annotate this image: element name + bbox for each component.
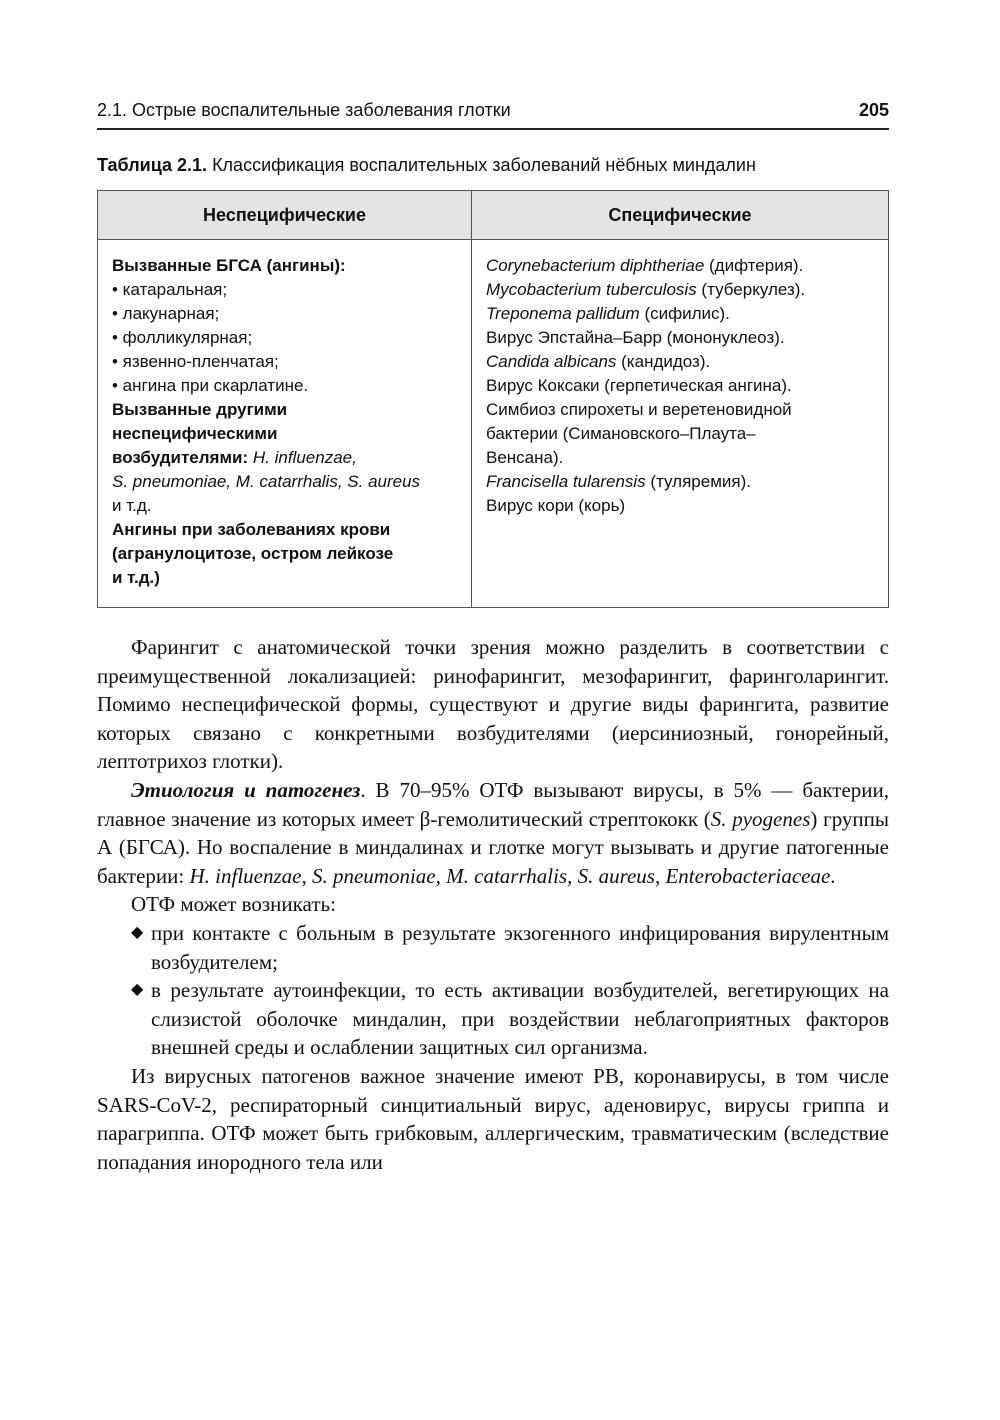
spec-pathogen: Treponema pallidum — [486, 304, 640, 323]
spec-line: Вирус кори (корь) — [486, 496, 626, 515]
spec-line: Вирус Коксаки (герпетическая ангина). — [486, 376, 792, 395]
spec-line: Симбиоз спирохеты и веретеновидной — [486, 400, 792, 419]
header-specific: Специфические — [472, 191, 889, 240]
spec-disease: (кандидоз). — [616, 352, 711, 371]
body-text — [97, 633, 889, 1176]
spec-line: Венсана). — [486, 448, 564, 467]
etiology-spyogenes: S. pyogenes — [710, 806, 811, 831]
nonspec-line: и т.д. — [112, 496, 152, 515]
spec-line — [486, 302, 876, 326]
cell-specific — [472, 240, 889, 608]
spec-line: бактерии (Симановского–Плаута– — [486, 424, 756, 443]
otf-causes-list — [97, 919, 889, 1062]
nonspec-line — [112, 446, 459, 470]
cell-nonspecific — [98, 240, 472, 608]
classification-table — [97, 190, 889, 608]
nonspec-line: Вызванные БГСА (ангины): — [112, 256, 346, 275]
spec-line: Вирус Эпстайна–Барр (мононуклеоз). — [486, 328, 785, 347]
spec-line — [486, 254, 876, 278]
spec-pathogen: Francisella tularensis — [486, 472, 646, 491]
spec-disease: (туберкулез). — [696, 280, 806, 299]
nonspec-bold: возбудителями: — [112, 448, 249, 467]
spec-disease: (дифтерия). — [704, 256, 804, 275]
list-item — [97, 976, 889, 1062]
nonspec-line: S. pneumoniae, M. catarrhalis, S. aureus — [112, 472, 421, 491]
nonspec-line: • фолликулярная; — [112, 328, 253, 347]
paragraph-etiology — [97, 776, 889, 890]
spec-pathogen: Mycobacterium tuberculosis — [486, 280, 697, 299]
nonspec-line: • язвенно-пленчатая; — [112, 352, 279, 371]
table-caption — [97, 155, 897, 176]
spec-pathogen: Candida albicans — [486, 352, 617, 371]
nonspec-line: Ангины при заболеваниях крови — [112, 520, 391, 539]
nonspec-line: Вызванные другими — [112, 400, 288, 419]
etiology-heading: Этиология и патогенез — [131, 777, 361, 802]
etiology-text-b: ) группы А (БГСА). Но воспаление в миндалинах и глотке могут вызывать и другие патогенные бактерии: — [97, 806, 890, 888]
diamond-bullet-icon: ◆ — [131, 981, 144, 999]
list-item — [97, 919, 889, 976]
nonspec-line: • лакунарная; — [112, 304, 220, 323]
header-nonspecific: Неспецифические — [98, 191, 472, 240]
paragraph-pharyngitis: Фарингит с анатомической точки зрения можно разделить в соответствии с преимущественной локализацией: ринофарингит, мезофарингит, фаринголарингит. Помимо неспецифической формы, существуют и другие виды фарингита, развитие которых связано с конкретными возбудителями (иерсиниозный, гонорейный, лептотрихоз глотки). — [97, 635, 889, 774]
spec-line — [486, 470, 876, 494]
spec-pathogen: Corynebacterium diphtheriae — [486, 256, 705, 275]
etiology-text-a: . В 70–95% ОТФ вызывают вирусы, в 5% — бактерии, главное значение из которых имеет β-гемолитический стрептококк ( — [97, 777, 889, 831]
running-head — [97, 100, 889, 130]
list-item-text: при контакте с больным в результате экзогенного инфицирования вирулентным возбудителем; — [151, 920, 889, 974]
nonspec-line: (агранулоцитозе, остром лейкозе — [112, 544, 394, 563]
nonspec-line: и т.д.) — [112, 568, 160, 587]
spec-disease: (сифилис). — [639, 304, 730, 323]
nonspec-line: неспецифическими — [112, 424, 278, 443]
paragraph-viral: Из вирусных патогенов важное значение имеют РВ, коронавирусы, в том числе SARS-CoV-2, респираторный синцитиальный вирус, аденовирус, вирусы гриппа и парагриппа. ОТФ может быть грибковым, аллергическим, травматическим (вследствие попадания инородного тела или — [97, 1063, 889, 1174]
diamond-bullet-icon: ◆ — [131, 923, 144, 941]
spec-disease: (туляремия). — [645, 472, 751, 491]
spec-line — [486, 278, 876, 302]
spec-line — [486, 350, 876, 374]
etiology-end: . — [830, 863, 836, 888]
section-title: 2.1. Острые воспалительные заболевания глотки — [97, 100, 511, 120]
nonspec-italic: H. influenzae, — [248, 448, 357, 467]
page-number: 205 — [858, 100, 889, 120]
list-item-text: в результате аутоинфекции, то есть активации возбудителей, вегетирующих на слизистой оболочке миндалин, при воздействии неблагоприятных факторов внешней среды и ослаблении защитных сил организма. — [151, 978, 889, 1060]
table-caption-text: Классификация воспалительных заболеваний нёбных миндалин — [207, 155, 756, 175]
table-caption-label: Таблица 2.1. — [97, 155, 208, 175]
paragraph-otf-intro: ОТФ может возникать: — [131, 892, 336, 917]
etiology-bacteria: H. influenzae, S. pneumoniae, M. catarrhalis, S. aureus, Enterobacteriaceae — [189, 863, 831, 888]
nonspec-line: • ангина при скарлатине. — [112, 376, 309, 395]
nonspec-line: • катаральная; — [112, 280, 228, 299]
